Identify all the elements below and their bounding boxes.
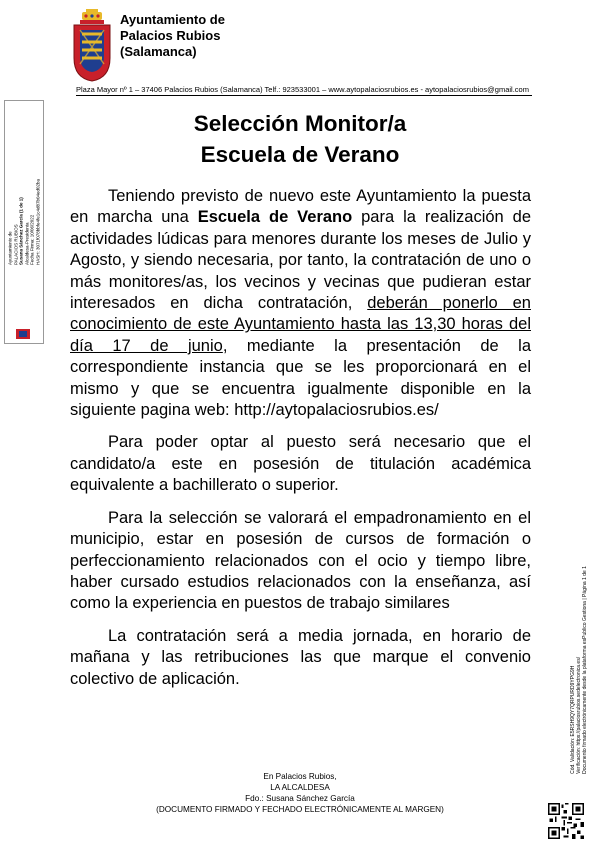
verify-line-2: Verificación: https://palaciosrubios.sedelectronica.es/ [576,656,582,774]
paragraph-1 [70,186,531,421]
qr-code-icon[interactable] [548,803,584,839]
signature-place: En Palacios Rubios, [263,772,337,781]
title-line-1: Selección Monitor/a [193,111,407,136]
stamp-crest-icon [16,329,30,339]
p1-text-b: para la realización de actividades lúdicas para menores durante los meses de Julio y Agosto, y siendo necesaria, por tanto, la contratación de uno o más monitores/as, los vecinos y vecinas que pudieran estar interesados en dicha contratación, [70,208,532,313]
signature-note: (DOCUMENTO FIRMADO Y FECHADO ELECTRÓNICAMENTE AL MARGEN) [156,805,444,814]
verification-text [570,566,588,774]
signature-role: LA ALCALDESA [270,783,330,792]
title-line-2: Escuela de Verano [200,142,400,167]
p1-bold: Escuela de Verano [197,208,353,227]
stamp-line-6: HASH: 3071f078bbfe4fe1c4d87b04ed02ba [35,178,40,266]
signature-block [110,771,490,815]
org-line-2: Palacios Rubios [120,28,221,43]
paragraph-4: La contratación será a media jornada, en horario de mañana y las retribuciones las que marque el convenio colectivo de aplicación. [70,626,531,688]
org-line-3: (Salamanca) [120,44,197,59]
verify-line-3: Documento firmado electrónicamente desde la plataforma esPublico Gestiona | Página 1 de 1 [582,565,588,774]
p1-text-a: Teniendo previsto de nuevo este Ayuntamiento la puesta en marcha una [70,187,531,227]
signature-name: Fdo.: Susana Sánchez García [245,794,355,803]
paragraph-3: Para la selección se valorará el empadronamiento en el municipio, estar en posesión de cursos de formación o perfeccionamiento relacionados con el ocio y tiempo libre, haber cursado estudios relacionados con la enseñanza, así como la experiencia en puestos de trabajo similares [70,508,531,613]
verify-line-1: Cód. Validación: E5RSH9QY7QRPURD9YPG9H [570,665,576,774]
stamp-line-2: PALACIOS RUBIOS [13,224,18,266]
organization-name [120,12,225,60]
p1-text-c: , mediante la presentación de la correspondiente instancia que se les proporcionará en el mismo y que se encuentra igualmente disponible en la siguiente pagina web: http://aytopalaciosrubios.es/ [70,336,531,420]
p1-underline: deberán ponerlo en conocimiento de este Ayuntamiento hasta las 13,30 horas del día 17 de junio [70,294,531,355]
contact-line: Plaza Mayor nº 1 – 37406 Palacios Rubios (Salamanca) Telf.: 923533001 – www.aytopalaciosrubios.es - aytopalaciosrubios@gmail.com [76,85,532,96]
stamp-text [8,179,41,265]
document-body [70,186,531,701]
stamp-line-4: Alcaldesa-Presidenta [24,222,29,266]
document-title [100,108,500,170]
paragraph-2: Para poder optar al puesto será necesario que el candidato/a este en posesión de titulación académica equivalente a bachillerato o superior. [70,433,531,495]
verification-margin [569,542,589,797]
stamp-line-1: Ayuntamiento de [7,231,13,266]
stamp-line-5: Fecha Firma: 10/06/2022 [29,214,35,266]
org-line-1: Ayuntamiento de [120,12,225,27]
signature-stamp [4,100,44,344]
municipal-crest-icon [72,8,112,82]
stamp-line-3: Susana Sánchez García (1 de 1) [18,197,24,266]
